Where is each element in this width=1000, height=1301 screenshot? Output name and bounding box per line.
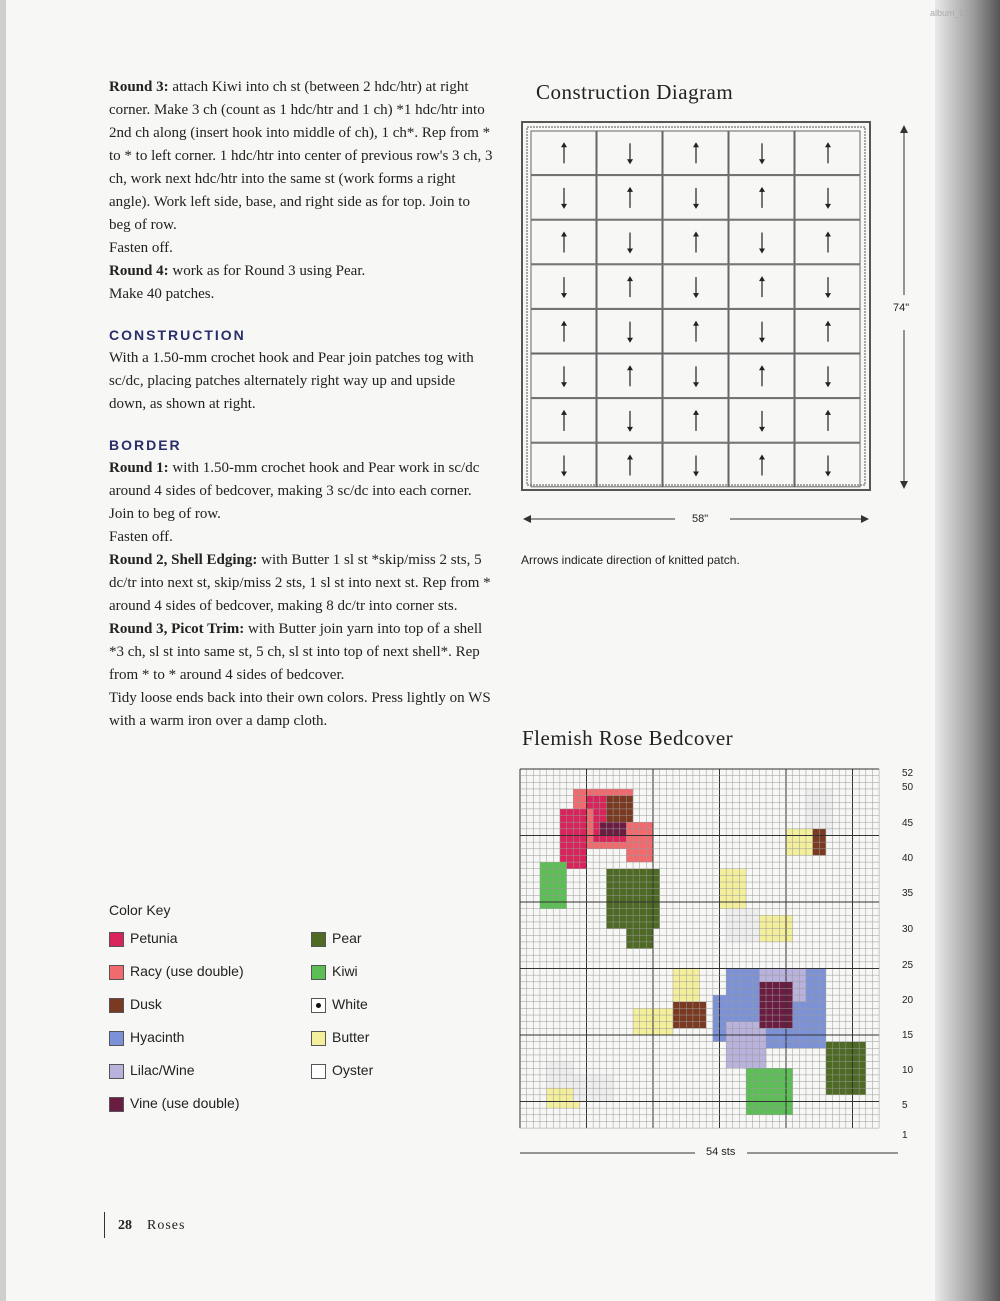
chart-row-label: 25: [902, 960, 914, 971]
arrow-down-icon: [561, 277, 567, 298]
cross-stitch-chart: [515, 765, 925, 1165]
arrow-up-icon: [561, 142, 567, 163]
dot-icon: [316, 1003, 321, 1008]
arrow-down-icon: [693, 456, 699, 477]
chart-row-label: 45: [902, 818, 914, 829]
chart-row-label: 1: [902, 1130, 908, 1141]
arrow-left-icon: [523, 515, 531, 523]
arrow-up-icon: [759, 455, 765, 476]
diagram-caption: Arrows indicate direction of knitted patch.: [521, 553, 740, 567]
chart-row-label: 30: [902, 924, 914, 935]
arrow-up-icon: [759, 187, 765, 208]
arrow-up-icon: [561, 410, 567, 431]
color-swatch: [311, 932, 326, 947]
color-swatch: [109, 1064, 124, 1079]
color-key-item: [109, 930, 177, 947]
height-label: 74": [893, 302, 910, 314]
arrow-up-icon: [825, 142, 831, 163]
border-round2-paragraph: [109, 549, 494, 618]
color-key-label: Hyacinth: [130, 1029, 185, 1045]
round3-text: attach Kiwi into ch st (between 2 hdc/htr) at right corner. Make 3 ch (count as 1 hdc/htr and 1 ch) *1 hdc/htr into 2nd ch along (insert hook into middle of ch), 1 ch*. Rep from * to * to left corner. 1 hdc/htr into center of previous row's 3 ch, 3 ch, work next hdc/htr into the same st (work forms a right angle). Work left side, base, and right side as for top. Join to beg of row.: [109, 79, 493, 233]
color-key-label: Oyster: [332, 1062, 374, 1078]
border-fasten: Fasten off.: [109, 529, 173, 545]
arrow-up-icon: [825, 232, 831, 253]
arrow-down-icon: [561, 456, 567, 477]
color-key-label: Pear: [332, 930, 362, 946]
border-heading: BORDER: [109, 437, 182, 453]
border-round2-label: Round 2, Shell Edging:: [109, 552, 258, 568]
chart-row-label: 52: [902, 768, 914, 779]
round3-fasten: Fasten off.: [109, 240, 173, 256]
arrow-down-icon: [759, 233, 765, 254]
border-round1-label: Round 1:: [109, 460, 169, 476]
arrow-up-icon: [693, 321, 699, 342]
color-key-item: [311, 1029, 369, 1046]
color-key-label: White: [332, 996, 368, 1012]
border-round2-text: with Butter 1 sl st *skip/miss 2 sts, 5 dc/tr into next st, skip/miss 2 sts, 1 sl st into next st. Rep from * around 4 sides of bedcover, making 8 dc/tr into corner sts.: [109, 552, 491, 614]
watermark: album_L: [930, 8, 965, 18]
color-swatch: [109, 998, 124, 1013]
border-round3-text: with Butter join yarn into top of a shell *3 ch, sl st into same st, 5 ch, sl st into top of next shell*. Rep from * to * around 4 sides of bedcover.: [109, 621, 483, 683]
arrow-up-icon: [693, 410, 699, 431]
color-key-label: Dusk: [130, 996, 162, 1012]
arrow-up-icon: [900, 125, 908, 133]
arrow-down-icon: [627, 411, 633, 432]
color-key-label: Butter: [332, 1029, 370, 1045]
chart-row-label: 50: [902, 782, 914, 793]
round4-text: work as for Round 3 using Pear.: [168, 263, 366, 279]
color-key-item: [109, 1029, 184, 1046]
border-join: Join to beg of row.: [109, 506, 221, 522]
construction-diagram: [515, 115, 915, 535]
chart-row-label: 40: [902, 853, 914, 864]
color-key-label: Petunia: [130, 930, 178, 946]
color-key-item: [109, 996, 162, 1013]
color-key-item: [311, 996, 368, 1013]
diagram-cells: [531, 131, 860, 487]
color-key-label: Kiwi: [332, 963, 358, 979]
chart-row-label: 15: [902, 1030, 914, 1041]
butterfly-motif: [726, 909, 759, 942]
arrow-down-icon: [759, 411, 765, 432]
chart-width-label: 54 sts: [706, 1146, 736, 1158]
arrow-down-icon: [627, 233, 633, 254]
arrow-up-icon: [693, 232, 699, 253]
arrow-down-icon: [561, 366, 567, 387]
arrow-up-icon: [627, 455, 633, 476]
arrow-down-icon: [693, 188, 699, 209]
chart-row-label: 35: [902, 888, 914, 899]
chart-title: Flemish Rose Bedcover: [522, 726, 734, 750]
color-swatch: [109, 1097, 124, 1112]
arrow-up-icon: [561, 321, 567, 342]
color-key-label: Vine (use double): [130, 1095, 240, 1111]
border-round3-paragraph: [109, 618, 494, 687]
arrow-down-icon: [561, 188, 567, 209]
color-key-label: Racy (use double): [130, 963, 244, 979]
arrow-up-icon: [759, 276, 765, 297]
diagram-inner-border: [527, 127, 865, 485]
construction-diagram-title: Construction Diagram: [536, 80, 734, 104]
border-round1-text: with 1.50-mm crochet hook and Pear work in sc/dc around 4 sides of bedcover, making 3 sc/dc into each corner.: [109, 460, 480, 499]
arrow-down-icon: [825, 277, 831, 298]
arrow-down-icon: [825, 456, 831, 477]
color-swatch: [109, 1031, 124, 1046]
color-key: [109, 902, 439, 1132]
construction-heading: CONSTRUCTION: [109, 327, 246, 343]
round4-paragraph: [109, 260, 494, 283]
color-swatch: [109, 932, 124, 947]
arrow-down-icon: [759, 322, 765, 343]
page-gutter-shadow: [935, 0, 1000, 1301]
arrow-right-icon: [861, 515, 869, 523]
color-swatch: [311, 998, 326, 1013]
arrow-up-icon: [693, 142, 699, 163]
border-round3-label: Round 3, Picot Trim:: [109, 621, 245, 637]
arrow-up-icon: [759, 365, 765, 386]
color-key-label: Lilac/Wine: [130, 1062, 195, 1078]
arrow-up-icon: [825, 321, 831, 342]
section-name: Roses: [147, 1218, 186, 1233]
tidy-text: Tidy loose ends back into their own colors. Press lightly on WS with a warm iron over a damp cloth.: [109, 690, 491, 729]
rose-motif: [759, 982, 792, 1029]
color-key-item: [311, 963, 358, 980]
round4-make: Make 40 patches.: [109, 286, 215, 302]
chart-motifs: [540, 789, 866, 1115]
chart-row-label: 10: [902, 1065, 914, 1076]
arrow-down-icon: [825, 366, 831, 387]
arrow-up-icon: [627, 187, 633, 208]
color-swatch: [311, 965, 326, 980]
color-swatch: [311, 1064, 326, 1079]
arrow-up-icon: [825, 410, 831, 431]
round3-label: Round 3:: [109, 79, 169, 95]
construction-text: With a 1.50-mm crochet hook and Pear join patches tog with sc/dc, placing patches alternately right way up and upside down, as shown at right.: [109, 350, 474, 412]
diagram-outer-border: [522, 122, 870, 490]
arrow-up-icon: [627, 365, 633, 386]
page-number: 28: [118, 1218, 132, 1233]
arrow-down-icon: [759, 143, 765, 164]
left-column-text: [109, 76, 494, 733]
arrow-down-icon: [627, 322, 633, 343]
arrow-down-icon: [825, 188, 831, 209]
round3-paragraph: [109, 76, 494, 237]
color-key-item: [109, 1062, 195, 1079]
round4-label: Round 4:: [109, 263, 169, 279]
arrow-up-icon: [561, 232, 567, 253]
arrow-up-icon: [627, 276, 633, 297]
color-swatch: [109, 965, 124, 980]
color-key-item: [311, 1062, 373, 1079]
color-key-title: Color Key: [109, 902, 171, 918]
footer-divider: [104, 1212, 105, 1238]
width-label: 58": [692, 513, 709, 525]
color-key-item: [109, 963, 244, 980]
color-key-item: [311, 930, 362, 947]
arrow-down-icon: [627, 143, 633, 164]
chart-row-label: 5: [902, 1100, 908, 1111]
border-round1-paragraph: [109, 457, 494, 503]
arrow-down-icon: [693, 277, 699, 298]
color-key-item: [109, 1095, 239, 1112]
chart-row-label: 20: [902, 995, 914, 1006]
arrow-down-icon: [693, 366, 699, 387]
color-swatch: [311, 1031, 326, 1046]
arrow-down-icon: [900, 481, 908, 489]
